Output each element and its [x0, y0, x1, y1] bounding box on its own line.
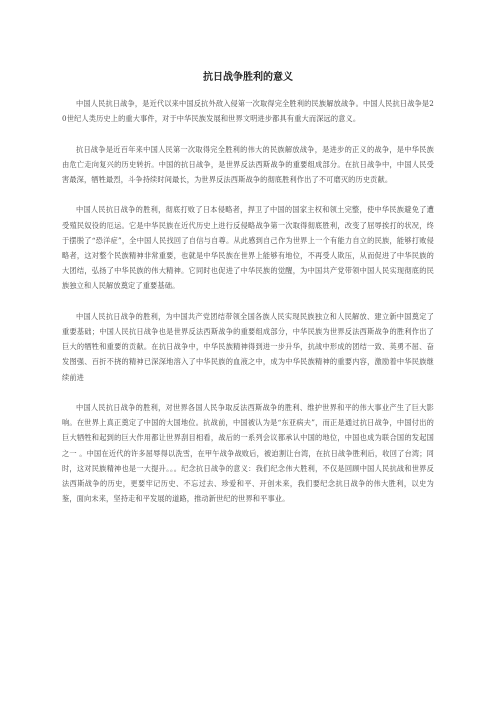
paragraph-1: 中国人民抗日战争，是近代以来中国反抗外敌入侵第一次取得完全胜利的民族解放战争。中国人民抗日战争是20世纪人类历史上的重大事件，对于中华民族发展和世界文明进步都具有重大而深远的意义。 — [62, 99, 434, 124]
paragraph-4: 中国人民抗日战争的胜利，为中国共产党团结带领全国各族人民实现民族独立和人民解放、建立新中国奠定了重要基础；中国人民抗日战争也是世界反法西斯战争的重要组成部分，中华民族为世界反法西斯战争的胜利作出了巨大的牺牲和重要的贡献。在抗日战争中，中华民族精神得到进一步升华，抗战中形成的团结一致、英勇不屈、奋发图强、百折不挠的精神已深深地溶入了中华民族的血液之中，成为中华民族精神的重要内容，激励着中华民族继续前进 — [62, 311, 434, 382]
document-body — [62, 96, 434, 506]
document-title: 抗日战争胜利的意义 — [203, 72, 293, 83]
paragraph-3: 中国人民抗日战争的胜利，彻底打败了日本侵略者，捍卫了中国的国家主权和领土完整，使中华民族避免了遭受殖民奴役的厄运。它是中华民族在近代历史上进行反侵略战争第一次取得彻底胜利，改变了屈辱挨打的状况，终于摆脱了“恐洋症”，全中国人民找回了自信与自尊。从此感到自己作为世界上一个有能力自立的民族，能够打败侵略者，这对整个民族精神非常重要，也就是中华民族在世界上能够有地位，不再受人欺压，从而促进了中华民族的大团结，弘扬了中华民族的伟大精神。它同时也促进了中华民族的觉醒，为中国共产党带领中国人民实现彻底的民族独立和人民解放奠定了重要基础。 — [62, 205, 434, 291]
paragraph-2: 抗日战争是近百年来中国人民第一次取得完全胜利的伟大的民族解放战争，是进步的正义的战争，是中华民族由危亡走向复兴的历史转折。中国的抗日战争，是世界反法西斯战争的重要组成部分。在抗日战争中，中国人民受害最深，牺牲最烈，斗争持续时间最长，为世界反法西斯战争的彻底胜利作出了不可磨灭的历史贡献。 — [62, 144, 434, 184]
paragraph-5: 中国人民抗日战争的胜利，对世界各国人民争取反法西斯战争的胜利、维护世界和平的伟大事业产生了巨大影响。在世界上真正奠定了中国的大国地位。抗战前，中国被认为是“东亚病夫”，而正是通过抗日战争，中国付出的巨大牺牲和起到的巨大作用都让世界刮目相看，战后的一系列会议都承认中国的地位，中国也成为联合国的发起国之一 。中国在近代的许多屈辱得以洗雪，在甲午战争战败后，被迫割让台湾，在抗日战争胜利后，收回了台湾；同时，这对民族精神也是一大提升。。。纪念抗日战争的意义：我们纪念伟大胜利，不仅是回顾中国人民抗战和世界反法西斯战争的历史，更要牢记历史、不忘过去、珍爱和平、开创未来，我们要纪念抗日战争的伟大胜利，以史为鉴，面向未来，坚持走和平发展的道路，推动新世纪的世界和平事业。 — [62, 403, 434, 504]
